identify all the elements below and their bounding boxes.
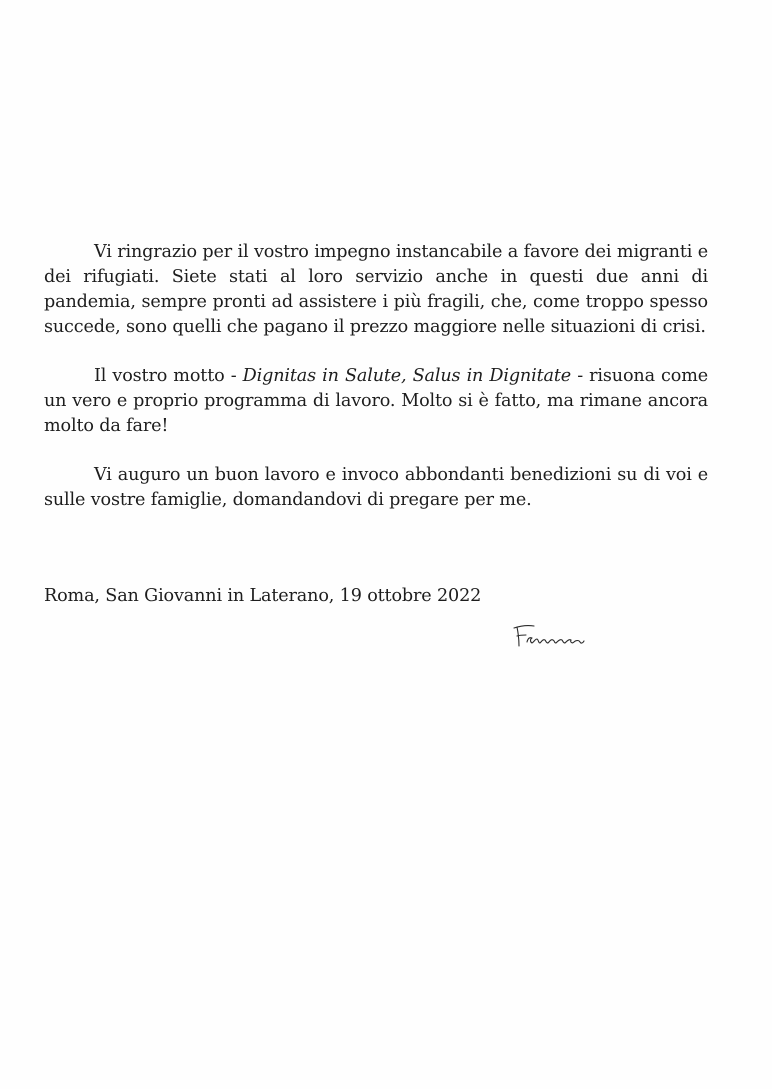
- place-date-line: Roma, San Giovanni in Laterano, 19 ottobre 2022: [44, 586, 482, 606]
- letter-body: [44, 240, 708, 537]
- handwritten-signature: [510, 620, 592, 650]
- motto-text: Dignitas in Salute, Salus in Dignitate: [242, 366, 572, 386]
- paragraph-motto: [44, 364, 708, 439]
- motto-outro-text: - risuona come un vero e proprio programma di lavoro. Molto si è fatto, ma rimane ancora molto da fare!: [44, 366, 708, 436]
- signature-graphic: [510, 620, 592, 650]
- paragraph-blessing: Vi auguro un buon lavoro e invoco abbondanti benedizioni su di voi e sulle vostre famiglie, domandandovi di pregare per me.: [44, 465, 708, 510]
- motto-intro-text: Il vostro motto -: [94, 366, 243, 386]
- paragraph-gratitude: Vi ringrazio per il vostro impegno instancabile a favore dei migranti e dei rifugiati. Siete stati al loro servizio anche in questi due anni di pandemia, sempre pronti ad assistere i più fragili, che, come troppo spesso succede, sono quelli che pagano il prezzo maggiore nelle situazioni di crisi.: [44, 242, 708, 337]
